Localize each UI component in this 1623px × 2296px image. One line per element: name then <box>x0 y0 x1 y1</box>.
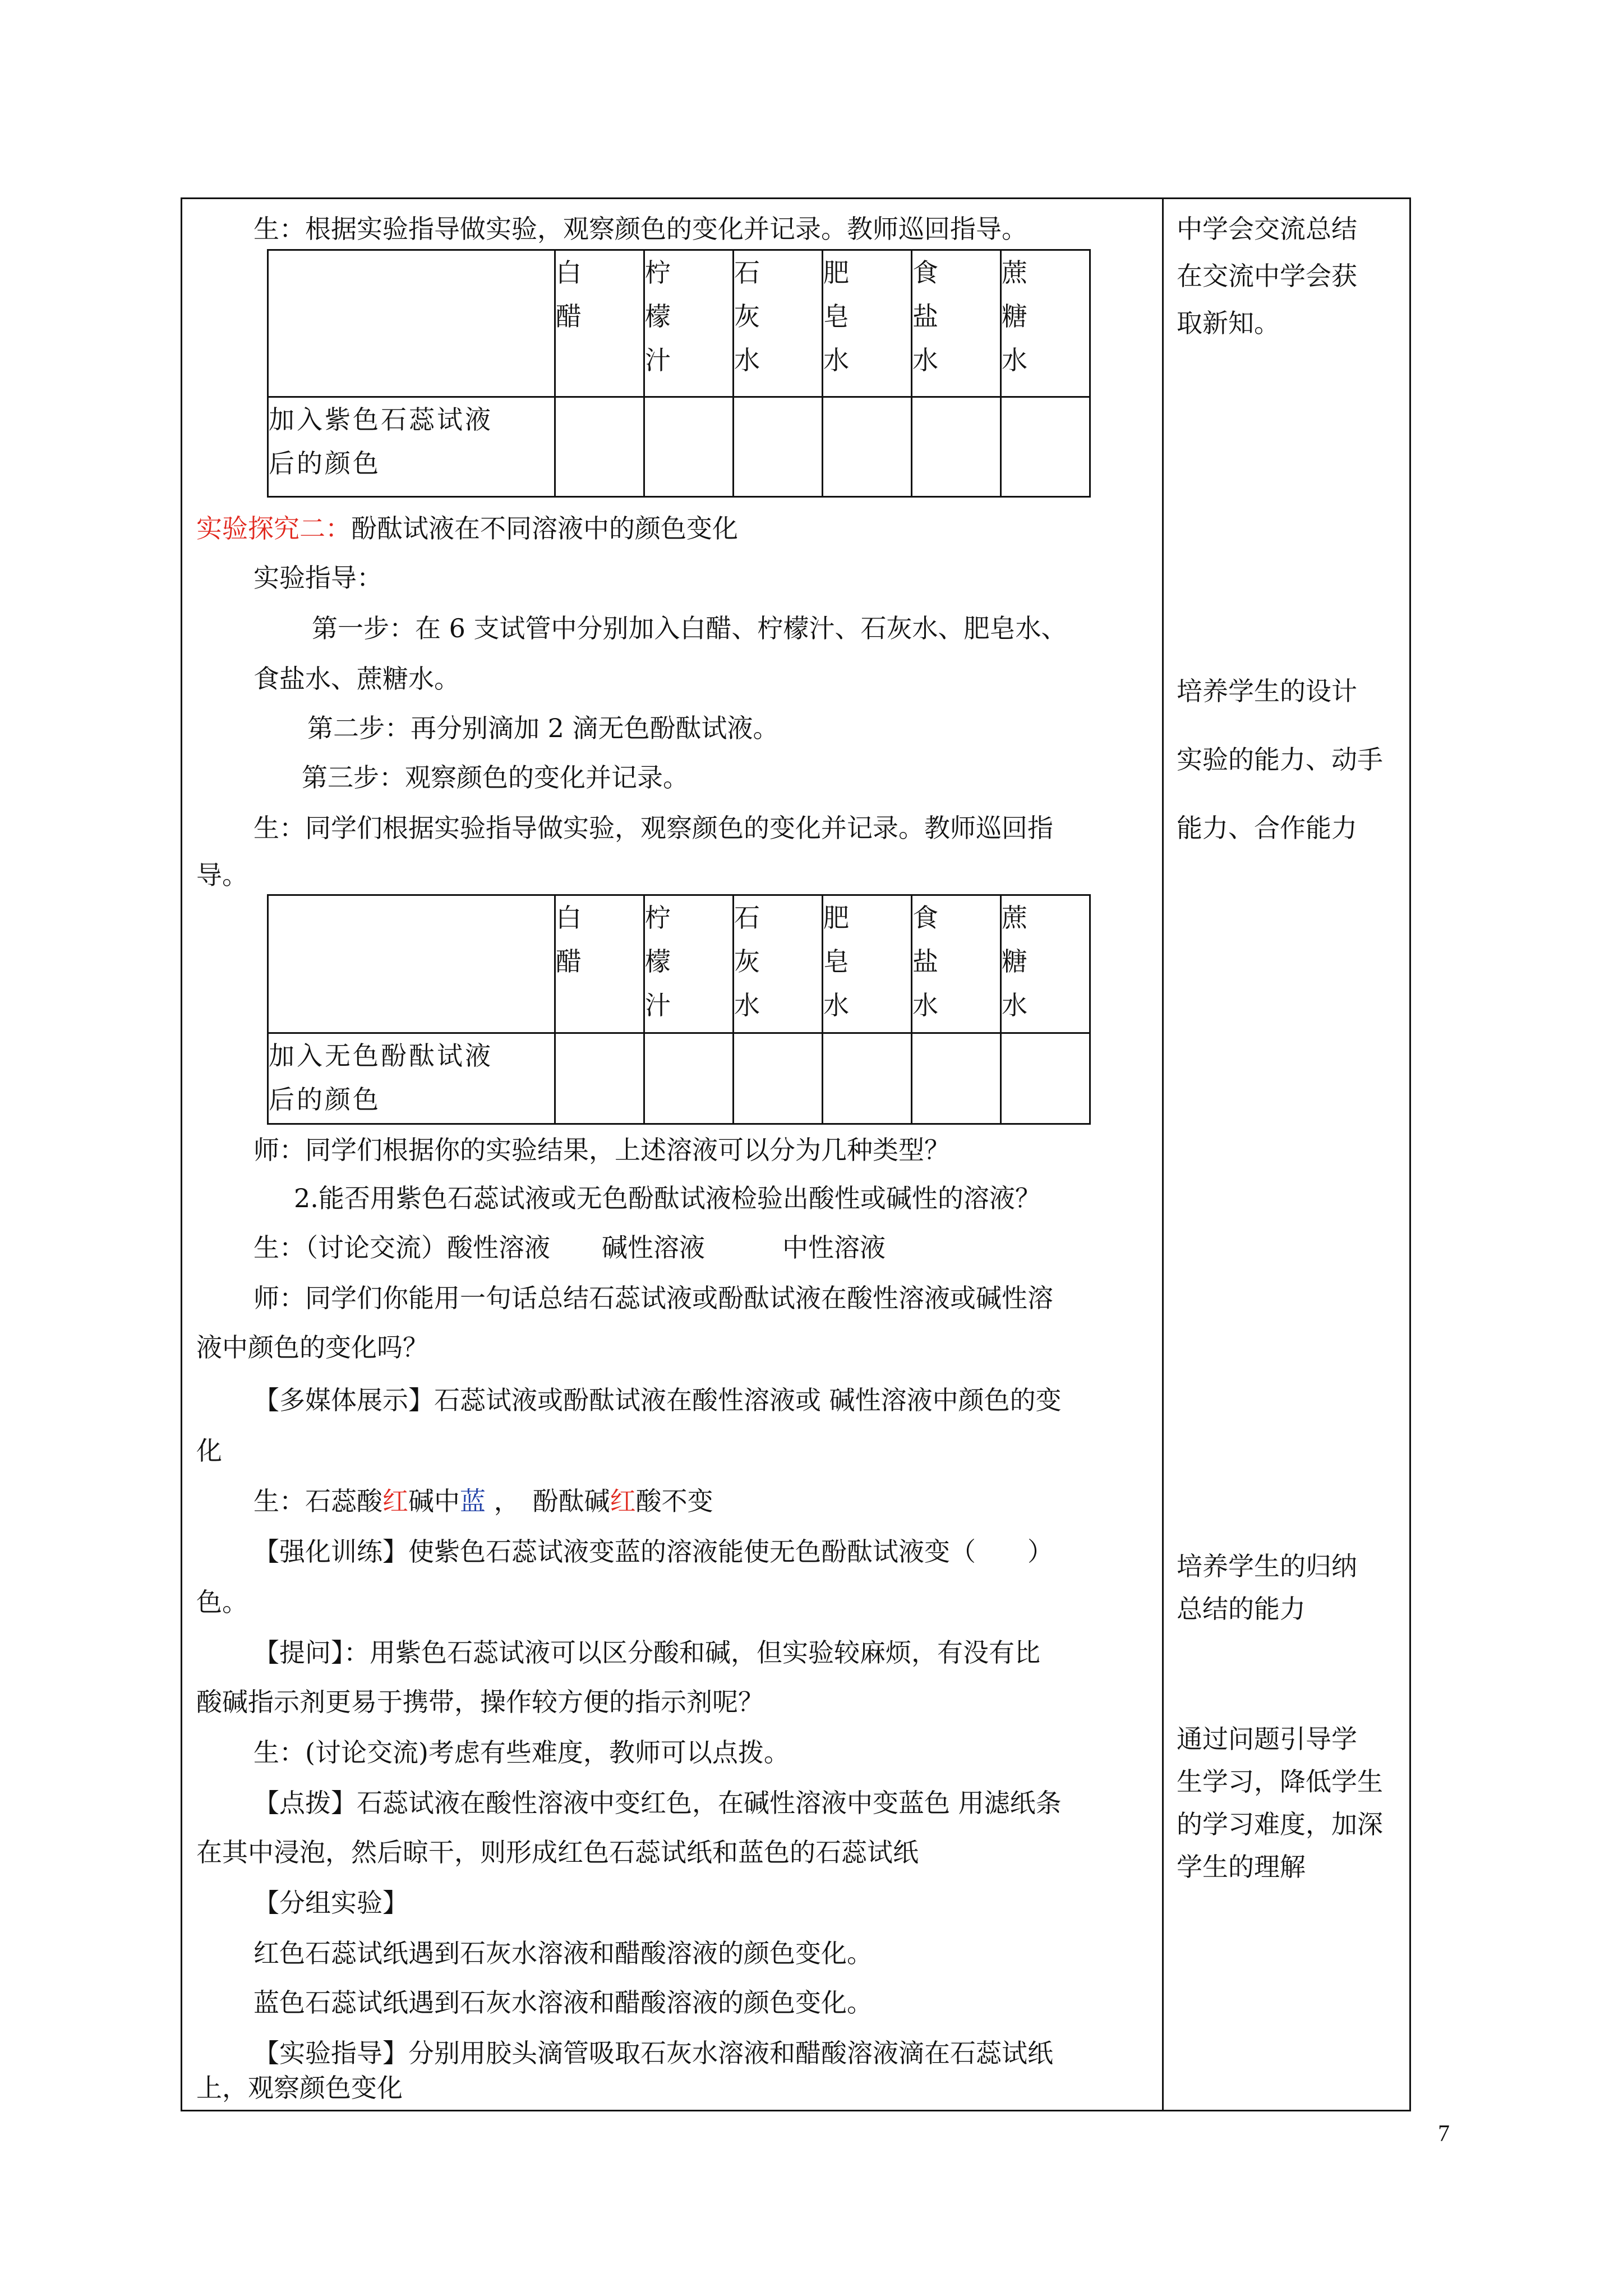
text-line: 生：同学们根据实验指导做实验，观察颜色的变化并记录。教师巡回指 <box>253 813 1053 843</box>
text-line: 第三步：观察颜色的变化并记录。 <box>302 762 689 793</box>
side-note: 培养学生的归纳 <box>1177 1551 1357 1581</box>
result-cell[interactable] <box>823 397 912 497</box>
text-line: 红色石蕊试纸遇到石灰水溶液和醋酸溶液的颜色变化。 <box>253 1938 873 1968</box>
table-header-cell: 肥 皂 水 <box>823 895 912 1033</box>
section-label: 实验探究二： <box>196 513 351 544</box>
table-corner-cell <box>268 250 555 397</box>
table-header-cell: 石 灰 水 <box>734 895 823 1033</box>
table-header-cell: 白 醋 <box>555 895 644 1033</box>
text-line: 在其中浸泡，然后晾干，则形成红色石蕊试纸和蓝色的石蕊试纸 <box>196 1837 919 1867</box>
table-header-cell: 蔗 糖 水 <box>1001 250 1090 397</box>
text-line: 上，观察颜色变化 <box>196 2073 403 2103</box>
result-cell[interactable] <box>555 397 644 497</box>
row-label-cell: 加入无色酚酞试液 后的颜色 <box>268 1033 555 1124</box>
table-row <box>268 397 1090 497</box>
table-corner-cell <box>268 895 555 1033</box>
text-line: 【分组实验】 <box>253 1888 408 1918</box>
table-header-cell: 柠 檬 汁 <box>644 895 734 1033</box>
text-line: 生：(讨论交流)考虑有些难度，教师可以点拨。 <box>253 1737 790 1768</box>
table-header-row <box>268 250 1090 397</box>
result-cell[interactable] <box>644 1033 734 1124</box>
red-word: 红 <box>382 1486 408 1516</box>
table-header-cell: 石 灰 水 <box>734 250 823 397</box>
result-cell[interactable] <box>734 397 823 497</box>
text-line: 生：根据实验指导做实验，观察颜色的变化并记录。教师巡回指导。 <box>253 214 1027 244</box>
page-number: 7 <box>1438 2121 1450 2147</box>
section-title: 酚酞试液在不同溶液中的颜色变化 <box>351 513 738 544</box>
table-header-cell: 肥 皂 水 <box>823 250 912 397</box>
side-note: 中学会交流总结 <box>1177 214 1357 244</box>
table-header-cell: 柠 檬 汁 <box>644 250 734 397</box>
table-header-row <box>268 895 1090 1033</box>
text-line: 生：（讨论交流）酸性溶液 碱性溶液 中性溶液 <box>253 1232 886 1263</box>
text-line: 师：同学们你能用一句话总结石蕊试液或酚酞试液在酸性溶液或碱性溶 <box>253 1283 1053 1313</box>
text-line: 2.能否用紫色石蕊试液或无色酚酞试液检验出酸性或碱性的溶液？ <box>294 1183 1041 1213</box>
text-line: 【提问】：用紫色石蕊试液可以区分酸和碱，但实验较麻烦，有没有比 <box>253 1637 1040 1668</box>
result-cell[interactable] <box>912 397 1001 497</box>
text-line: 蓝色石蕊试纸遇到石灰水溶液和醋酸溶液的颜色变化。 <box>253 1987 873 2018</box>
side-note: 在交流中学会获 <box>1177 261 1357 291</box>
text-line: 食盐水、蔗糖水。 <box>253 664 460 694</box>
text-line: 色。 <box>196 1587 248 1617</box>
phenolphthalein-result-table <box>267 894 1091 1125</box>
blue-word: 蓝 <box>460 1486 486 1516</box>
mnemonic-line: 生：石蕊酸红碱中蓝 ， 酚酞碱红酸不变 <box>253 1486 713 1516</box>
result-cell[interactable] <box>823 1033 912 1124</box>
result-cell[interactable] <box>555 1033 644 1124</box>
table-header-cell: 蔗 糖 水 <box>1001 895 1090 1033</box>
litmus-result-table <box>267 249 1091 498</box>
result-cell[interactable] <box>1001 1033 1090 1124</box>
text-line: 导。 <box>196 860 248 890</box>
side-note: 总结的能力 <box>1177 1594 1306 1624</box>
text-line: 【多媒体展示】石蕊试液或酚酞试液在酸性溶液或 碱性溶液中颜色的变 <box>253 1385 1062 1415</box>
side-note: 生学习，降低学生 <box>1177 1766 1383 1797</box>
side-note: 学生的理解 <box>1177 1852 1306 1882</box>
side-note: 取新知。 <box>1177 308 1280 338</box>
text-line: 【强化训练】使紫色石蕊试液变蓝的溶液能使无色酚酞试液变（ ） <box>253 1536 1053 1567</box>
section-heading <box>196 512 738 545</box>
side-note: 能力、合作能力 <box>1177 813 1357 843</box>
table-header-cell: 食 盐 水 <box>912 895 1001 1033</box>
result-cell[interactable] <box>1001 397 1090 497</box>
result-cell[interactable] <box>644 397 734 497</box>
side-note: 通过问题引导学 <box>1177 1724 1357 1754</box>
side-note: 实验的能力、动手 <box>1177 744 1383 775</box>
text-line: 【实验指导】分别用胶头滴管吸取石灰水溶液和醋酸溶液滴在石蕊试纸 <box>253 2038 1053 2068</box>
text-line: 液中颜色的变化吗？ <box>196 1332 428 1363</box>
text-line: 第二步：再分别滴加 2 滴无色酚酞试液。 <box>307 713 779 743</box>
column-divider <box>1162 197 1164 2111</box>
result-cell[interactable] <box>912 1033 1001 1124</box>
result-cell[interactable] <box>734 1033 823 1124</box>
row-label-cell: 加入紫色石蕊试液 后的颜色 <box>268 397 555 497</box>
side-note: 培养学生的设计 <box>1177 676 1357 706</box>
table-header-cell: 食 盐 水 <box>912 250 1001 397</box>
table-row <box>268 1033 1090 1124</box>
text-line: 实验指导： <box>253 563 382 593</box>
text-line: 师：同学们根据你的实验结果，上述溶液可以分为几种类型？ <box>253 1135 950 1165</box>
text-line: 第一步：在 6 支试管中分别加入白醋、柠檬汁、石灰水、肥皂水、 <box>312 613 1067 643</box>
text-line: 【点拨】石蕊试液在酸性溶液中变红色，在碱性溶液中变蓝色 用滤纸条 <box>253 1788 1062 1818</box>
side-note: 的学习难度，加深 <box>1177 1809 1383 1839</box>
text-line: 酸碱指示剂更易于携带，操作较方便的指示剂呢？ <box>196 1687 764 1717</box>
red-word: 红 <box>610 1486 636 1516</box>
text-line: 化 <box>196 1435 222 1466</box>
table-header-cell: 白 醋 <box>555 250 644 397</box>
